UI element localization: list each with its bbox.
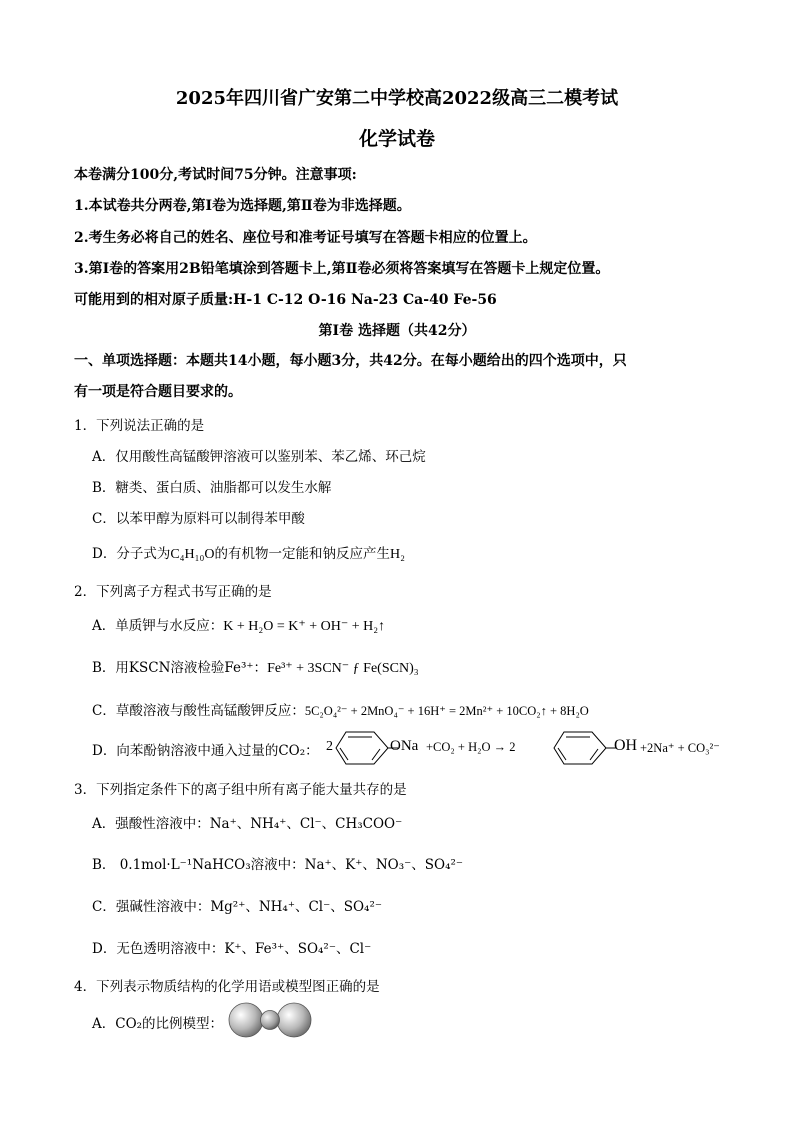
q2-d-middle: +CO₂ + H₂O → 2 xyxy=(426,740,516,754)
q2-option-a-label: A．单质钾与水反应： xyxy=(92,618,224,634)
q1-option-b: B．糖类、蛋白质、油脂都可以发生水解 xyxy=(92,480,332,496)
q2-d-ona: ONa xyxy=(390,738,419,754)
q3-stem: 3．下列指定条件下的离子组中所有离子能大量共存的是 xyxy=(74,782,407,798)
note-2: 2.考生务必将自己的姓名、座位号和准考证号填写在答题卡相应的位置上。 xyxy=(74,230,537,246)
q2-option-b-equation: Fe³⁺ + 3SCN⁻ ƒ Fe(SCN)₃ xyxy=(267,661,419,676)
q1-option-c: C．以苯甲醇为原料可以制得苯甲酸 xyxy=(92,511,305,527)
section-instruction-1: 一、单项选择题：本题共14小题，每小题3分，共42分。在每小题给出的四个选项中，只 xyxy=(74,353,627,369)
q2-option-d-label: D．向苯酚钠溶液中通入过量的CO₂： xyxy=(92,743,319,759)
exam-title: 2025年四川省广安第二中学校高2022级高三二模考试 xyxy=(175,88,619,109)
q2-stem: 2．下列离子方程式书写正确的是 xyxy=(74,584,272,600)
benzene-ring-icon xyxy=(334,728,390,768)
q4-stem: 4．下列表示物质结构的化学用语或模型图正确的是 xyxy=(74,979,380,995)
q1-option-d-h2: H₂ xyxy=(390,547,406,562)
q3-option-d: D．无色透明溶液中：K⁺、Fe³⁺、SO₄²⁻、Cl⁻ xyxy=(92,941,372,957)
q2-option-c-label: C．草酸溶液与酸性高锰酸钾反应： xyxy=(92,703,305,719)
q4-option-a: A．CO₂的比例模型： xyxy=(92,1016,224,1032)
section-title: 第Ⅰ卷 选择题（共42分） xyxy=(318,323,476,339)
q1-option-d-text: 的有机物一定能和钠反应产生 xyxy=(214,546,391,562)
co2-space-filling-model-icon xyxy=(226,1000,316,1040)
q3-option-b: B． 0.1mol·L⁻¹NaHCO₃溶液中：Na⁺、K⁺、NO₃⁻、SO₄²⁻ xyxy=(92,857,464,873)
q2-option-c xyxy=(92,699,589,719)
q3-option-a: A．强酸性溶液中：Na⁺、NH₄⁺、Cl⁻、CH₃COO⁻ xyxy=(92,816,403,832)
atomic-masses: 可能用到的相对原子质量:H-1 C-12 O-16 Na-23 Ca-40 Fe-56 xyxy=(74,292,497,308)
q2-d-coef: 2 xyxy=(326,739,333,754)
q2-option-a xyxy=(92,614,385,635)
q1-option-d-formula: C₄H₁₀O xyxy=(170,547,215,562)
q3-option-c: C．强碱性溶液中：Mg²⁺、NH₄⁺、Cl⁻、SO₄²⁻ xyxy=(92,899,382,915)
benzene-ring-icon xyxy=(552,728,608,768)
notes-intro: 本卷满分100分,考试时间75分钟。注意事项: xyxy=(74,167,357,183)
section-instruction-2: 有一项是符合题目要求的。 xyxy=(74,384,242,400)
q2-option-a-equation: K + H₂O = K⁺ + OH⁻ + H₂↑ xyxy=(223,619,386,634)
q2-d-oh: OH xyxy=(614,737,638,754)
q1-option-d xyxy=(92,542,405,563)
q2-option-b xyxy=(92,656,419,677)
q1-stem: 1．下列说法正确的是 xyxy=(74,418,205,434)
q2-option-c-equation: 5C₂O₄²⁻ + 2MnO₄⁻ + 16H⁺ = 2Mn²⁺ + 10CO₂↑ + 8H₂O xyxy=(304,704,589,718)
note-3: 3.第Ⅰ卷的答案用2B铅笔填涂到答题卡上,第Ⅱ卷必须将答案填写在答题卡上规定位置。 xyxy=(74,261,610,277)
q2-d-tail: +2Na⁺ + CO₃²⁻ xyxy=(640,741,720,755)
q1-option-a: A．仅用酸性高锰酸钾溶液可以鉴别苯、苯乙烯、环己烷 xyxy=(92,449,426,465)
q1-option-d-prefix: D．分子式为 xyxy=(92,546,171,562)
q2-option-b-label: B．用KSCN溶液检验Fe³⁺： xyxy=(92,660,268,676)
exam-subtitle: 化学试卷 xyxy=(358,128,435,150)
note-1: 1.本试卷共分两卷,第Ⅰ卷为选择题,第Ⅱ卷为非选择题。 xyxy=(74,198,411,214)
